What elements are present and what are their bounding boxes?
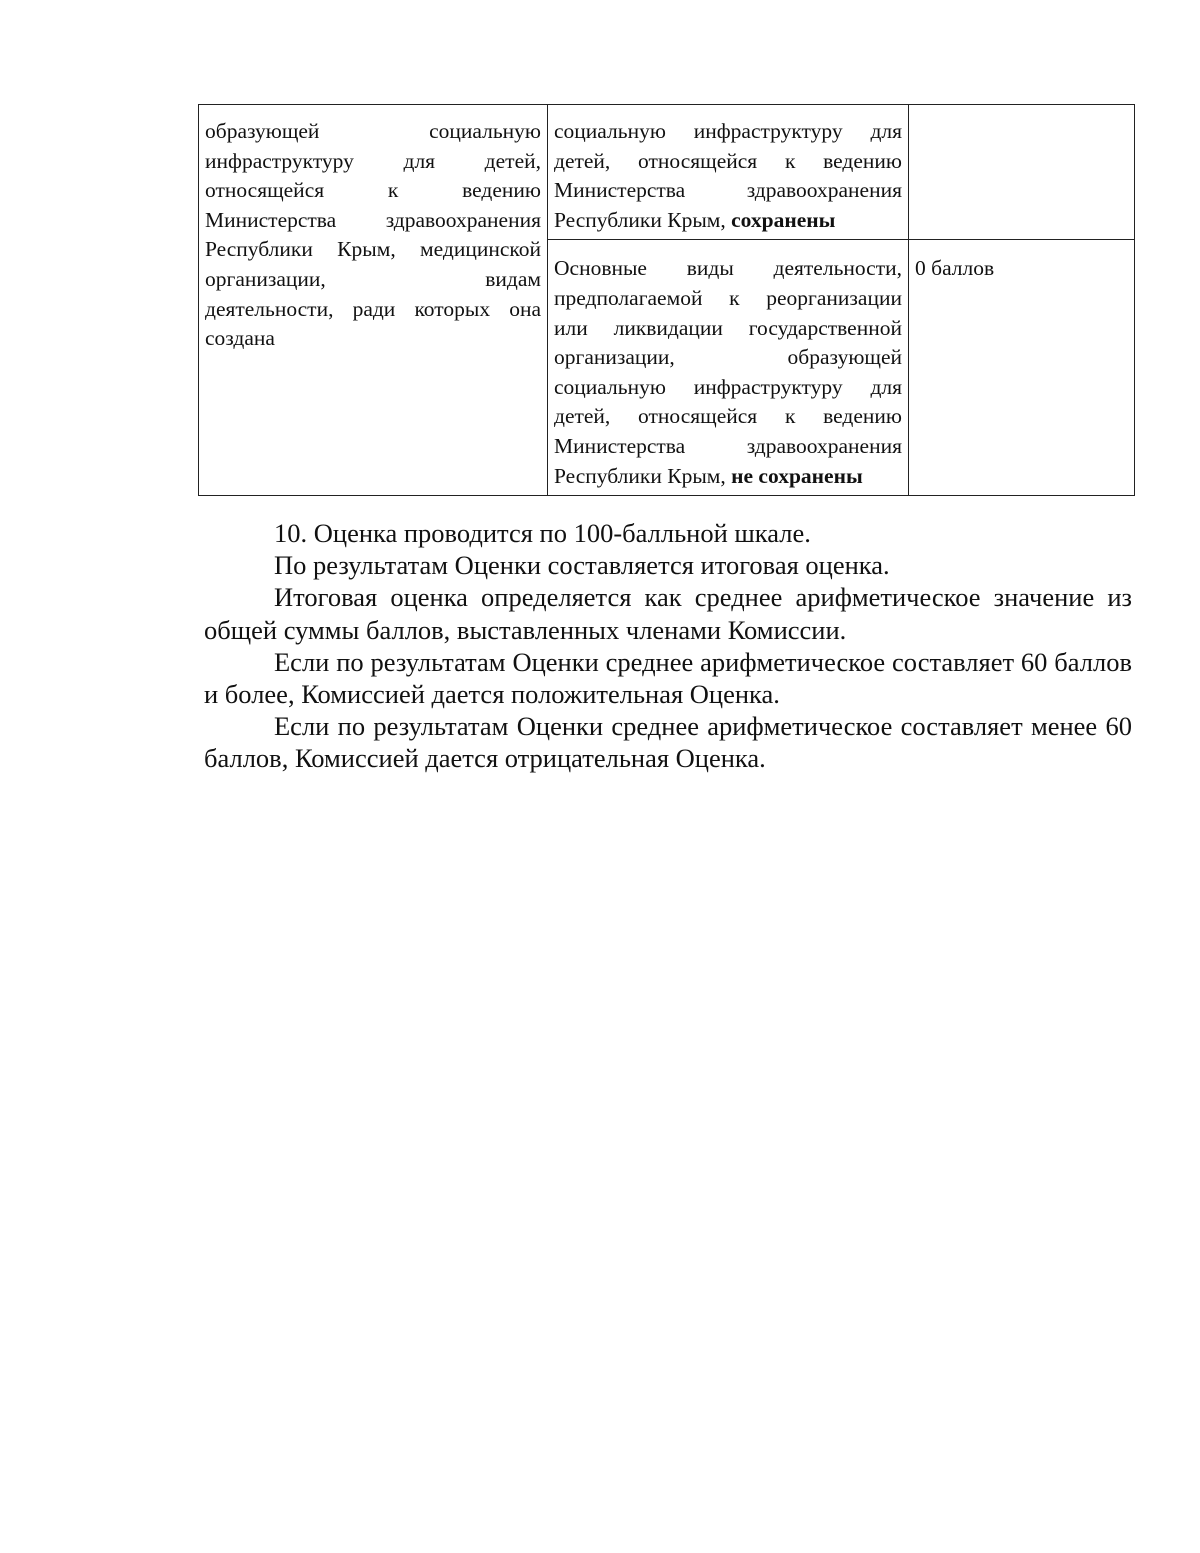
condition-line: Министерства здравоохранения [554,178,902,203]
score-cell [909,105,1135,240]
paragraph: Если по результатам Оценки среднее арифметическое составляет менее 60 баллов, Комиссией дается отрицательная Оценка. [204,711,1132,774]
table-row [199,105,1135,240]
condition-line: социальную инфраструктуру для [554,374,902,399]
score-cell: 0 баллов [909,240,1135,496]
condition-line: социальную инфраструктуру для [554,119,902,143]
criterion-line: образующей социальную [205,119,541,143]
condition-line: детей, относящейся к ведению [554,148,902,173]
condition-line [554,206,902,236]
criteria-table [198,104,1135,496]
criteria-table-wrapper [198,104,1133,496]
condition-text: Республики Крым, [554,463,732,488]
condition-line: Министерства здравоохранения [554,433,902,458]
paragraph: Если по результатам Оценки среднее арифметическое составляет 60 баллов и более, Комиссией дается положительная Оценка. [204,646,1132,710]
criterion-line: создана [205,326,275,351]
criterion-line: относящейся к ведению [205,178,541,203]
criterion-cell [199,105,548,496]
body-text [204,517,1132,775]
condition-line: Основные виды деятельности, [554,256,902,281]
condition-cell [548,240,909,496]
criterion-line: деятельности, ради которых она [205,296,541,321]
condition-line: детей, относящейся к ведению [554,404,902,429]
paragraph: По результатам Оценки составляется итоговая оценка. [274,550,890,581]
condition-line: организации, образующей [554,345,902,370]
condition-line: предполагаемой к реорганизации [554,285,902,310]
condition-result: сохранены [731,207,836,232]
condition-line: или ликвидации государственной [554,315,902,340]
condition-text: Республики Крым, [554,207,732,232]
criterion-line: Республики Крым, медицинской [205,237,541,262]
condition-result: не сохранены [731,463,863,488]
criterion-line: инфраструктуру для детей, [205,148,541,173]
condition-cell [548,105,909,240]
criterion-line: Министерства здравоохранения [205,207,541,232]
criterion-line: организации, видам [205,266,541,291]
paragraph: Итоговая оценка определяется как среднее арифметическое значение из общей суммы баллов, выставленных членами Комиссии. [204,582,1132,645]
condition-line [554,462,902,492]
paragraph: 10. Оценка проводится по 100-балльной шкале. [274,518,811,548]
